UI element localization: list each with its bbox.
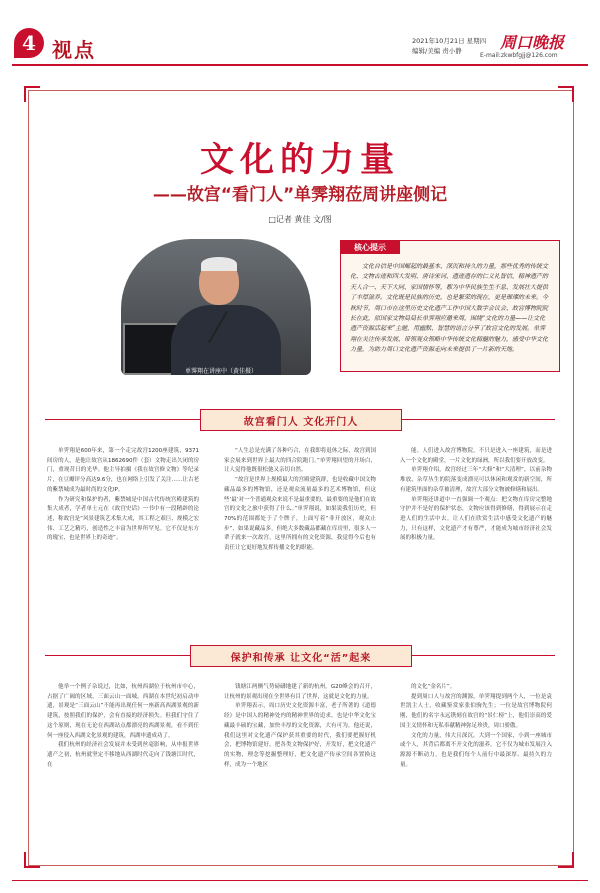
section2-column2 [224, 683, 376, 770]
key-points-label: 核心提示 [340, 240, 400, 254]
section-heading-2: 保护和传承 让文化“活”起来 [190, 645, 412, 667]
paragraph: 提到周口人与故宫的渊源，单霁翔提到两个人，一位是袁世凯主人士，收藏鉴赏家张伯驹先生；一位是故宫博物院何刚，他们的名字永远镌刻在故宫的“景仁榜”上，他们崇高的爱国主义情怀和无私奉献精神弥足珍贵，周口骄傲。 [400, 693, 552, 729]
paragraph: 我们杭州的经济社会发展并未受到丝毫影响，从申报世界遗产之初，杭州就坚定不移地从西湖时代走向了钱塘江时代，在 [47, 742, 199, 768]
paragraph: “人生总是充满了各种巧合，在我即将退休之际，故宫到国家会展来到世界上最大的四合院跑门。”单霁翔回望的开场白，让人觉得他既很松弛又亲切自然。 [224, 448, 376, 474]
key-points-text: 文化自信是中国崛起的最基本、深沉和持久的力量，那些优秀的传统文化、文物古迹和四大发明、唐诗宋词、遗迹遗存的仁义礼智信，精神遗产的天人合一、天下大同、家国情怀等，都为中华民族生生不息、发展壮大提供了丰厚滋养。文化既是民族的历史，也是繁荣的现在，更是璀璨的未来。今秋时节，周口市在这里历史文化遗产工作中国大数字会议会、故宫博物院院长在此，原国家文物局局长单霁翔应邀来周，围绕“文化的力量——让文化遗产资源活起来”主题，用幽默、智慧的语言分享了故宫文化的发展。单霁翔在关注传承发展、带领观众领略中华传统文化精髓的魅力，感受中华文化力量，为助力周口文化遗产资源走向未来提供了一片新的天地。 [350, 263, 549, 354]
photo-caption: 单霁翔在讲座中（黄佳摄） [184, 368, 257, 375]
article-title: 文化的力量 [200, 140, 400, 180]
header-divider [12, 64, 588, 66]
section1-column3 [400, 447, 552, 544]
newspaper-logo: 周口晚报 [500, 33, 565, 52]
paragraph: 他举一个例子杂说过，比如，杭州西湖位于杭州市中心，占据了广阔的区域，三面云山一面城。西湖在本世纪初启动申遗，景观是“三面云山”不能再出现任何一座新高西湖景观的新建筑，按照我们的保护，会有直接的经济损失。但我们守住了这个原则，现在无论在西湖站点都漂亮的西湖景观，看不到任何一座侵入西湖文化景观的建筑，西湖申遗成功了。 [47, 684, 199, 739]
speaker-hair [201, 257, 237, 271]
paragraph: 单霁翔介绍，故宫经过三年“大修”和“大清理”，以前杂物堆放、杂草丛生的院落变成漂亮可以休闲和观赏的新空间，所有建筑里面的杂草被清理，故宫大部分文物被修缮和展出。 [400, 467, 552, 493]
paragraph: 单霁翔表示，周口历史文化资源丰富，老子所著的《道德经》是中国人的精神处内的精神世界的追求，也是中华文化宝藏最丰硕的宝藏，加快丰厚的文化资源，大有可为。他还说，我们这里对文化遗产保护获其重要的时代，我们要把握好机会，把博物馆建好，把各类文物保护好，开发好，把文化遗产的实物，理念等挖掘整理好，把文化遗产传承空间各置换这样，成为一个地区 [224, 703, 376, 768]
paragraph: 的文化“金名片”。 [411, 684, 456, 690]
frame-corner [558, 852, 574, 868]
paragraph: 能。人们进入故宫博物院，不只是进入一座建筑，而是进入一个文化的殿堂，一片文化的绿洲，所以我们要开放改变。 [400, 448, 552, 464]
article-byline: □记者 黄佳 文/图 [268, 215, 332, 224]
paragraph: 作为研究和保护的者，紫禁城是中国古代传统宫殿建筑的集大成者，学者单士元在《故宫史话》一书中有一段精辟的论述，称故宫是“风景建筑艺术集大成，其工程之艰巨、规模之宏伟、工艺之精巧，创造性之丰富为世界所罕见。它不仅是东方的瑰宝，也是世界上的奇迹”。 [47, 496, 199, 542]
speaker-photo [121, 239, 311, 375]
section-heading-1: 故宫看门人 文化开门人 [200, 409, 402, 431]
section2-column1 [47, 683, 199, 770]
speaker-body [171, 305, 281, 375]
paragraph: 单霁翔还讲道中一直强调一个观点：把文物在库房完整地守护并不是好的保护状态，文物应该得到修缮，得到展示在走进人们的生活中去。让人们在欣赏生活中感受文化遗产的魅力，只有这样，文化遗产才有尊严，才能成为城市经济社会发展的积极力量。 [400, 496, 552, 542]
section1-column2 [224, 447, 376, 554]
paragraph: “故宫是世界上规模最大的宫殿建筑群，也是收藏中国文物藏品最多的博物馆，还是观众流量最多的艺术博物馆，但这些‘最’对一个普通观众来说不是最重要的，最重要的是他们在故宫的文化之旅中获得了什么。”单霁翔说，如果说我们历史，但70%的范围都处于了个牌子，上面写着“非开放区，观众止步”，如果说藏品多，但绝大多数藏品都藏在库房里，很多人一辈子就来一次故宫，这里所拥有的文化资源，我觉得今后也有责任让它更好地发挥传播文化的职能。 [224, 477, 376, 552]
paragraph: 单霁翔是600年来，第一个走完故宫1200座建筑、9371间房的人，是他让故宫从1862690件（套）文物走出久闭的房门，重现昔日的光华。他主导拍摄《我在故宫修文物》等纪录片，在豆瓣评分高达9.6分，也在网络上引发了关注……让古老的紫禁城成为最时尚的文化IP。 [47, 448, 199, 493]
page-number-badge [14, 28, 44, 58]
contact-email: E-mail:zkwbfgjj@126.com [480, 52, 558, 59]
frame-corner [24, 852, 40, 868]
frame-corner [24, 86, 40, 102]
footer-divider [12, 880, 588, 881]
section1-column1 [47, 447, 199, 544]
section-title: 视点 [52, 38, 96, 62]
section2-column3 [400, 683, 552, 770]
paragraph: 钱塘江两侧气势磅礴地建了新的杭州。G20峰会的召开，让杭州的景观出现在全世界有目了世界，这就是文化的力量。 [224, 684, 376, 700]
frame-corner [558, 86, 574, 102]
paragraph: 文化的力量，伟大且深沉。大到一个国家，小到一座城市或个人，其背后都离不开文化的滋养。它不仅为城市发展注入源源不断动力，也是我们每个人前行中最深厚、最持久的力量。 [400, 732, 552, 768]
issue-date: 2021年10月21日 星期四 [412, 37, 487, 45]
editor-credit: 编辑/美编 责小静 [412, 47, 462, 55]
page-number: 4 [22, 31, 36, 55]
article-subtitle: ——故宫“看门人”单霁翔莅周讲座侧记 [152, 185, 448, 205]
